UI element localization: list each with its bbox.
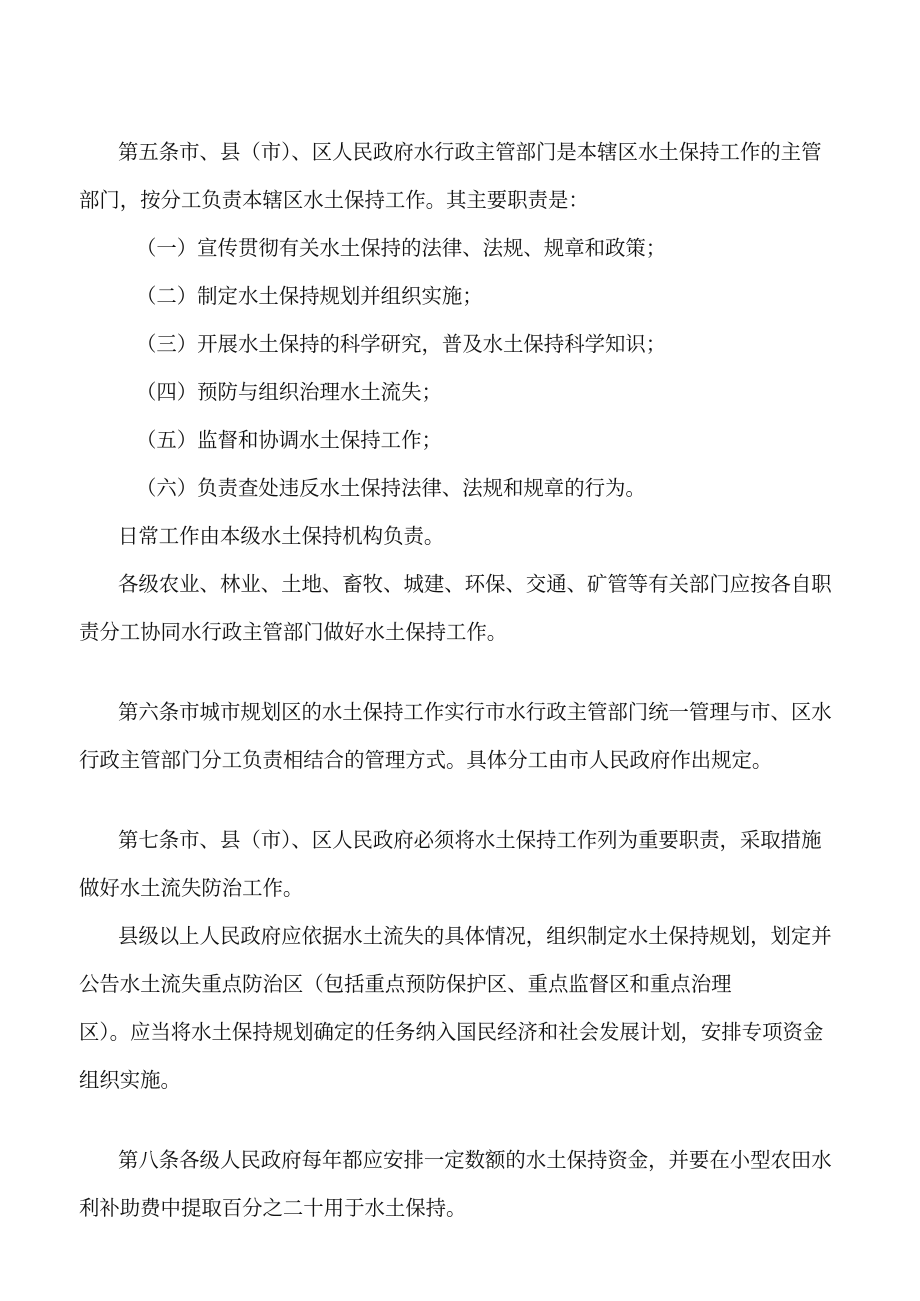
duty-item-4: （四）预防与组织治理水土流失； [136,380,442,404]
daily-work-paragraph: 日常工作由本级水土保持机构负责。 [118,524,445,548]
article-7-line-2: 做好水土流失防治工作。 [79,876,304,900]
duty-item-2: （二）制定水土保持规划并组织实施； [136,284,483,308]
article-8-line-2: 利补助费中提取百分之二十用于水土保持。 [79,1196,467,1220]
section-gap [118,656,828,688]
duty-item-5: （五）监督和协调水土保持工作； [136,428,442,452]
duty-item-6: （六）负责查处违反水土保持法律、法规和规章的行为。 [136,476,646,500]
section-gap [118,1104,828,1136]
article-5 [79,128,832,656]
planning-paragraph-line-1: 县级以上人民政府应依据水土流失的具体情况，组织制定水土保持规划，划定并 [118,924,832,948]
planning-paragraph-line-2: 公告水土流失重点防治区（包括重点预防保护区、重点监督区和重点治理 [79,972,732,996]
section-gap [118,784,828,816]
article-5-line-1: 第五条市、县（市）、区人民政府水行政主管部门是本辖区水土保持工作的主管 [118,140,822,164]
departments-paragraph-line-1: 各级农业、林业、土地、畜牧、城建、环保、交通、矿管等有关部门应按各自职 [118,572,832,596]
article-7-line-1: 第七条市、县（市）、区人民政府必须将水土保持工作列为重要职责，采取措施 [118,828,822,852]
duty-item-1: （一）宣传贯彻有关水土保持的法律、法规、规章和政策； [136,236,667,260]
article-5-line-2: 部门，按分工负责本辖区水土保持工作。其主要职责是： [79,188,589,212]
duty-item-3: （三）开展水土保持的科学研究，普及水土保持科学知识； [136,332,667,356]
article-6 [79,688,832,784]
article-7 [79,816,832,1104]
article-8 [79,1136,832,1232]
article-8-line-1: 第八条各级人民政府每年都应安排一定数额的水土保持资金，并要在小型农田水 [118,1148,832,1172]
planning-paragraph-line-4: 组织实施。 [79,1068,181,1092]
article-6-line-2: 行政主管部门分工负责相结合的管理方式。具体分工由市人民政府作出规定。 [79,748,773,772]
article-6-line-1: 第六条市城市规划区的水土保持工作实行市水行政主管部门统一管理与市、区水 [118,700,832,724]
planning-paragraph-line-3: 区）。应当将水土保持规划确定的任务纳入国民经济和社会发展计划，安排专项资金 [79,1020,824,1044]
departments-paragraph-line-2: 责分工协同水行政主管部门做好水土保持工作。 [79,620,508,644]
